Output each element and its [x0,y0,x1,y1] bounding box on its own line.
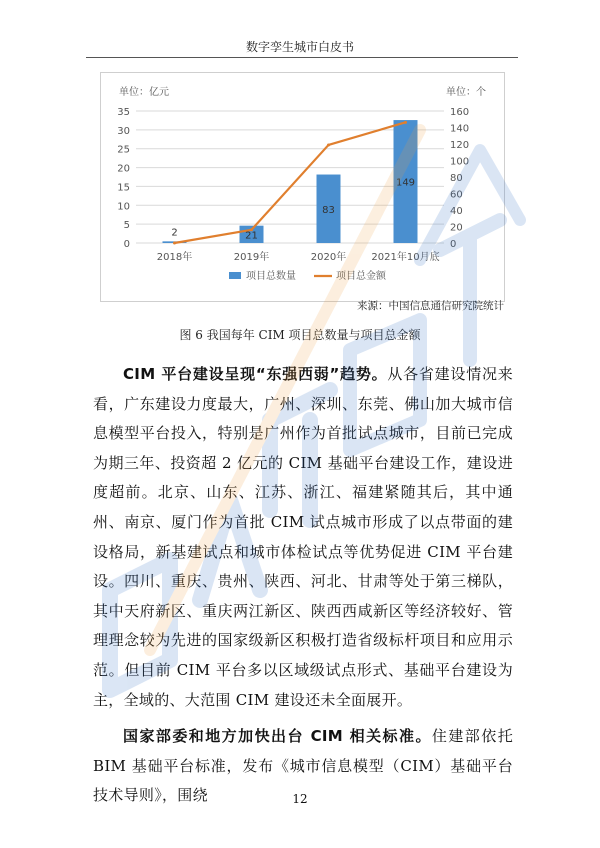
y-right-tick-label: 80 [450,173,463,184]
y-left-tick-label: 0 [123,239,130,250]
y-left-tick-label: 5 [123,220,130,232]
x-tick-label: 2020年 [310,252,347,263]
bar-data-label: 21 [245,230,258,242]
y-left-tick-label: 30 [117,125,130,137]
paragraph-lead: 国家部委和地方加快出台 CIM 相关标准。 [123,727,432,746]
y-left-tick-label: 10 [117,201,130,213]
y-left-tick-label: 15 [117,182,130,194]
y-right-tick-label: 0 [450,239,457,250]
page-number: 12 [292,792,308,806]
y-right-unit-label: 单位：个 [446,87,486,98]
figure-source: 来源：中国信息通信研究院统计 [357,300,504,312]
y-left-tick-label: 35 [117,107,130,118]
line-point [404,121,407,124]
bar-data-label: 2 [171,227,178,239]
y-right-tick-label: 140 [450,123,470,135]
paragraph-text: 住建部依托 BIM 基础平台标准，发布《城市信息模型（CIM）基础平台技术导则》，围绕 [93,727,513,805]
bar-data-label: 83 [322,204,335,216]
line-point [327,143,330,146]
y-right-tick-label: 40 [450,206,463,217]
y-right-tick-label: 120 [450,140,470,151]
legend-swatch-bar [229,272,241,279]
bar-data-label: 149 [395,177,416,189]
running-header: 数字孪生城市白皮书 [245,40,354,54]
x-tick-label: 2018年 [156,252,193,263]
paragraph [93,360,513,715]
line-point [173,242,176,245]
line-series [175,122,406,243]
x-tick-label: 2019年 [233,252,270,263]
y-left-tick-label: 25 [117,144,130,156]
y-right-tick-label: 100 [450,156,470,168]
header-divider [86,57,518,58]
paragraph-lead: CIM 平台建设呈现“东强西弱”趋势。 [123,365,388,383]
body-text [93,360,513,811]
y-right-tick-label: 20 [450,222,463,234]
x-tick-label: 2021年10月底 [371,252,440,263]
y-left-unit-label: 单位：亿元 [119,87,169,98]
y-left-tick-label: 20 [117,163,130,175]
figure-chart [100,72,505,302]
legend-label-bar: 项目总数量 [246,271,296,282]
paragraph-text: 从各省建设情况来看，广东建设力度最大，广州、深圳、东莞、佛山加大城市信息模型平台投入，特别是广州作为首批试点城市，目前已完成为期三年、投资超 2 亿元的 CIM 基础平台建设工作，建设进度超前。北京、山东、江苏、浙江、福建紧随其后，其中通州、南京、厦门作为首批 CIM 试点城市形成了以点带面的建设格局，新基建试点和城市体检试点等优势促进 CIM 平台建设。四川、重庆、贵州、陕西、河北、甘肃等处于第三梯队，其中天府新区、重庆两江新区、陕西西咸新区等经济较好、管理理念较为先进的国家级新区积极打造省级标杆项目和应用示范。但目前 CIM 平台多以区域级试点形式、基础平台建设为主，全域的、大范围 CIM 建设还未全面展开。 [93,365,513,709]
chart-svg [101,73,504,301]
y-right-tick-label: 160 [450,107,470,118]
figure-caption: 图 6 我国每年 CIM 项目总数量与项目总金额 [179,328,421,342]
legend-label-line: 项目总金额 [336,271,386,282]
y-right-tick-label: 60 [450,189,463,201]
